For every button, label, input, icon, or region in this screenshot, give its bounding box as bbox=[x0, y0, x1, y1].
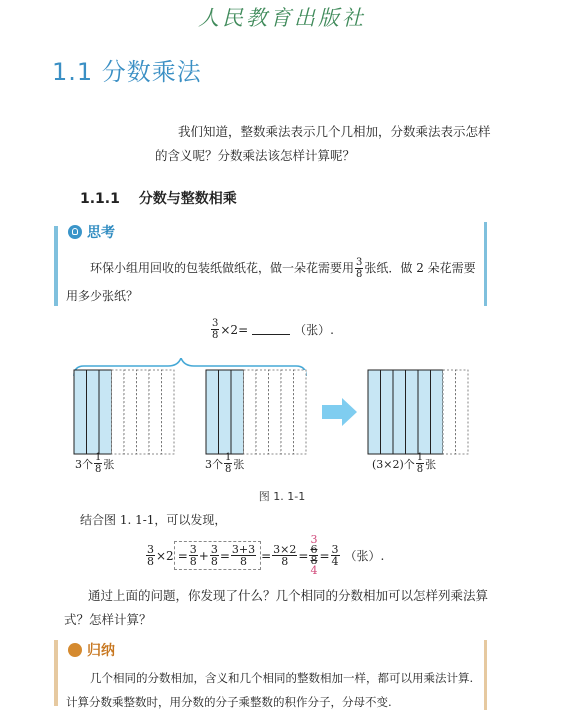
summary-right-bar bbox=[484, 640, 487, 710]
summary-box bbox=[54, 640, 484, 710]
intro-paragraph bbox=[155, 120, 500, 168]
empty-part bbox=[244, 370, 257, 454]
label-prefix: 3个 bbox=[205, 457, 223, 471]
publisher-logo: 人民教育出版社 bbox=[198, 6, 366, 30]
think-text bbox=[66, 254, 476, 310]
fraction bbox=[210, 544, 219, 567]
summary-title bbox=[68, 640, 115, 660]
fraction-denominator: 8 bbox=[240, 555, 247, 568]
fraction-numerator: 3 bbox=[147, 543, 154, 556]
bar-label-b bbox=[205, 452, 244, 475]
shaded-part bbox=[219, 370, 232, 454]
fraction bbox=[224, 452, 232, 475]
label-prefix: 3个 bbox=[75, 457, 93, 471]
empty-part bbox=[149, 370, 162, 454]
operator: ×2 bbox=[156, 548, 174, 563]
reduced-numerator-mark: 3 bbox=[310, 533, 318, 546]
summary-title-text: 归纳 bbox=[87, 643, 115, 659]
dashed-expansion-box: = $\frac{3}{8}$ + $\frac{3}{8}$ = $\frac{3+3}{8}$ bbox=[174, 541, 261, 570]
fraction-denominator: 8 bbox=[281, 555, 289, 568]
think-title bbox=[68, 222, 115, 242]
fraction-diagram bbox=[60, 358, 480, 458]
fraction bbox=[331, 544, 340, 567]
label-suffix: 张 bbox=[103, 457, 115, 471]
empty-part bbox=[443, 370, 456, 454]
think-title-text: 思考 bbox=[87, 225, 115, 241]
figure-caption: 图 1. 1-1 bbox=[258, 490, 306, 503]
shaded-part bbox=[418, 370, 431, 454]
fraction-denominator: 8 bbox=[225, 464, 232, 475]
fraction-numerator: 3 bbox=[212, 318, 219, 329]
equation-1-operator: ×2= bbox=[220, 322, 249, 337]
shaded-part bbox=[368, 370, 381, 454]
fraction-numerator: 1 bbox=[225, 452, 232, 463]
fraction-denominator: 8 bbox=[210, 555, 218, 568]
think-right-bar bbox=[484, 222, 487, 306]
fraction bbox=[272, 544, 297, 567]
empty-part bbox=[256, 370, 269, 454]
empty-part bbox=[456, 370, 469, 454]
think-text-before: 环保小组用回收的包装纸做纸花，做一朵花需要用 bbox=[90, 261, 355, 275]
equation-1-unit: （张）. bbox=[294, 323, 334, 337]
equation-1 bbox=[210, 318, 334, 341]
label-suffix: 张 bbox=[233, 457, 245, 471]
fraction bbox=[231, 544, 256, 567]
fraction-numerator: 3 bbox=[331, 543, 339, 556]
shaded-part bbox=[406, 370, 419, 454]
empty-part bbox=[162, 370, 175, 454]
chapter-title: 1.1 分数乘法 bbox=[52, 58, 202, 86]
fraction-numerator: 3×2 bbox=[273, 543, 297, 556]
fraction bbox=[189, 544, 198, 567]
question-paragraph: 通过上面的问题，你发现了什么？几个相同的分数相加可以怎样列乘法算式？怎样计算？ bbox=[64, 588, 489, 627]
fraction-numerator: 6 bbox=[310, 543, 318, 556]
reduced-denominator-mark: 4 bbox=[310, 564, 318, 577]
section-heading bbox=[80, 188, 237, 208]
empty-part bbox=[294, 370, 307, 454]
shaded-part bbox=[74, 370, 87, 454]
intro-text: 我们知道，整数乘法表示几个几相加，分数乘法表示怎样的含义呢？分数乘法该怎样计算呢？ bbox=[155, 124, 491, 163]
answer-blank bbox=[252, 324, 290, 335]
fraction-denominator: 8 bbox=[310, 554, 318, 567]
fraction bbox=[416, 452, 424, 475]
shaded-part bbox=[381, 370, 394, 454]
empty-part bbox=[112, 370, 125, 454]
summary-icon bbox=[68, 643, 82, 657]
bar-label-a bbox=[75, 452, 114, 475]
fraction-denominator: 8 bbox=[416, 464, 424, 475]
think-text-after: 张纸．做 2 朵花需要用多少张纸？ bbox=[66, 261, 476, 303]
empty-part bbox=[124, 370, 137, 454]
fraction-numerator: 3 bbox=[189, 543, 197, 556]
section-number: 1.1.1 bbox=[80, 191, 120, 207]
label-suffix: 张 bbox=[425, 457, 437, 471]
fraction-denominator: 8 bbox=[147, 555, 154, 568]
fraction-numerator: 1 bbox=[95, 452, 102, 463]
fraction-numerator: 3 bbox=[210, 543, 218, 556]
equation-2: $\frac{3}{8}$ ×2 = $\frac{3}{8}$ + $\frac{3}{8}$ = $\frac{3+3}{8}$ = $\frac{3\times 2}{8}$ = 3 6 8 4 = $\frac{3}{4}$ （张）. bbox=[147, 533, 385, 577]
fraction-denominator: 8 bbox=[356, 269, 363, 280]
summary-text: 几个相同的分数相加，含义和几个相同的整数相加一样，都可以用乘法计算. 计算分数乘整数时，用分数的分子乘整数的积作分子，分母不变. bbox=[66, 671, 474, 709]
arrow-icon bbox=[322, 398, 357, 426]
summary-left-bar bbox=[54, 640, 58, 706]
equation-2-unit: （张）. bbox=[344, 549, 385, 563]
reduced-fraction bbox=[309, 535, 318, 576]
fraction bbox=[355, 257, 363, 280]
empty-part bbox=[137, 370, 150, 454]
section-title: 分数与整数相乘 bbox=[138, 191, 237, 207]
empty-part bbox=[281, 370, 294, 454]
fraction bbox=[94, 452, 102, 475]
fraction-numerator: 1 bbox=[416, 452, 424, 463]
think-box bbox=[54, 222, 484, 306]
fraction-denominator: 8 bbox=[212, 330, 219, 341]
shaded-part bbox=[99, 370, 112, 454]
empty-part bbox=[269, 370, 282, 454]
fraction bbox=[211, 318, 219, 341]
fraction-numerator: 3 bbox=[356, 257, 363, 268]
label-prefix: (3×2)个 bbox=[372, 457, 415, 471]
fraction-denominator: 8 bbox=[189, 555, 197, 568]
observation-line: 结合图 1. 1-1，可以发现， bbox=[80, 513, 227, 527]
fraction-denominator: 8 bbox=[95, 464, 102, 475]
shaded-part bbox=[87, 370, 100, 454]
bar-label-c bbox=[372, 452, 436, 475]
lightbulb-icon bbox=[68, 225, 82, 239]
shaded-part bbox=[393, 370, 406, 454]
fraction bbox=[146, 544, 155, 567]
shaded-part bbox=[206, 370, 219, 454]
fraction-numerator: 3+3 bbox=[231, 543, 256, 556]
fraction-denominator: 4 bbox=[331, 555, 339, 568]
shaded-part bbox=[231, 370, 244, 454]
shaded-part bbox=[431, 370, 444, 454]
figure-1-1-1 bbox=[60, 358, 480, 475]
think-left-bar bbox=[54, 226, 58, 306]
